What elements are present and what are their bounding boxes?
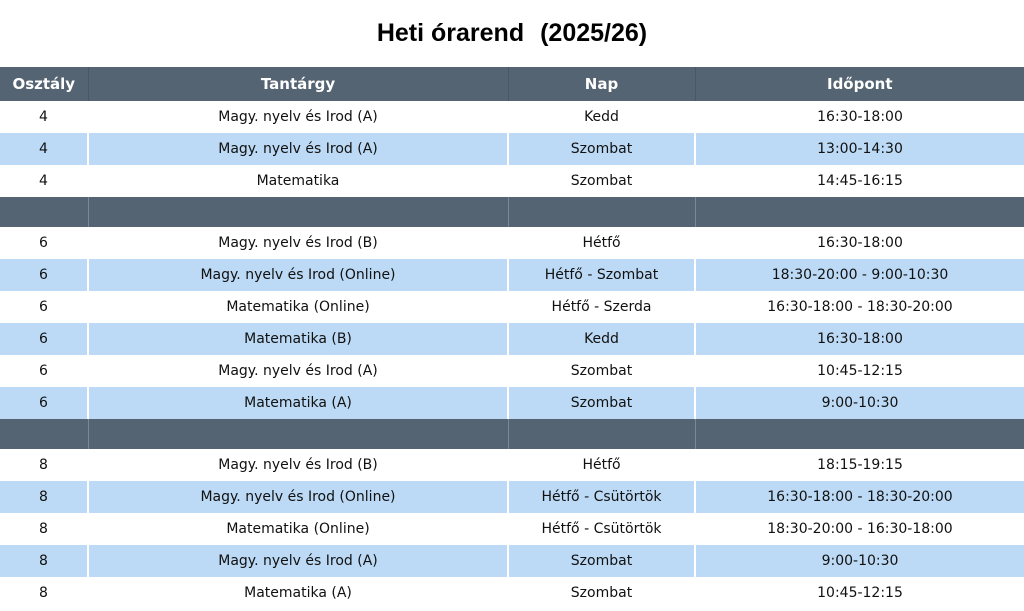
cell-osztaly: 4 bbox=[39, 141, 48, 157]
cell-tantargy: Magy. nyelv és Irod (B) bbox=[88, 227, 508, 259]
cell-nap: Szombat bbox=[508, 545, 695, 577]
cell-idopont: 10:45-12:15 bbox=[695, 577, 1024, 609]
cell-tantargy: Matematika (Online) bbox=[88, 513, 508, 545]
cell-nap: Kedd bbox=[508, 323, 695, 355]
title-text: Heti órarend bbox=[376, 19, 525, 47]
cell-idopont: 14:45-16:15 bbox=[695, 165, 1024, 197]
cell-tantargy: Magy. nyelv és Irod (Online) bbox=[88, 481, 508, 513]
group-separator-row bbox=[0, 197, 1024, 227]
table-row bbox=[0, 449, 1024, 481]
table-row bbox=[0, 227, 1024, 259]
table-row bbox=[0, 387, 1024, 419]
title-year: (2025/26) bbox=[540, 19, 648, 47]
cell-osztaly: 6 bbox=[39, 395, 48, 411]
cell-osztaly: 8 bbox=[39, 521, 48, 537]
cell-osztaly: 8 bbox=[39, 489, 48, 505]
separator-cell bbox=[0, 197, 88, 227]
header-nap: Nap bbox=[508, 67, 695, 101]
table-header bbox=[0, 67, 1024, 101]
separator-cell bbox=[508, 419, 695, 449]
cell-idopont: 16:30-18:00 - 18:30-20:00 bbox=[695, 291, 1024, 323]
cell-nap: Hétfő bbox=[508, 227, 695, 259]
cell-nap: Hétfő bbox=[508, 449, 695, 481]
cell-nap: Kedd bbox=[508, 101, 695, 133]
cell-idopont: 16:30-18:00 bbox=[695, 101, 1024, 133]
cell-tantargy: Magy. nyelv és Irod (A) bbox=[88, 133, 508, 165]
table-row bbox=[0, 513, 1024, 545]
cell-idopont: 9:00-10:30 bbox=[695, 387, 1024, 419]
separator-cell bbox=[695, 419, 1024, 449]
cell-osztaly: 4 bbox=[39, 109, 48, 125]
cell-nap: Hétfő - Csütörtök bbox=[508, 481, 695, 513]
table-row bbox=[0, 545, 1024, 577]
cell-osztaly: 6 bbox=[39, 267, 48, 283]
cell-nap: Szombat bbox=[508, 355, 695, 387]
table-row bbox=[0, 323, 1024, 355]
cell-tantargy: Matematika (B) bbox=[88, 323, 508, 355]
cell-nap: Szombat bbox=[508, 133, 695, 165]
cell-tantargy: Matematika (A) bbox=[88, 577, 508, 609]
cell-idopont: 18:15-19:15 bbox=[695, 449, 1024, 481]
cell-idopont: 18:30-20:00 - 9:00-10:30 bbox=[695, 259, 1024, 291]
cell-idopont: 16:30-18:00 bbox=[695, 323, 1024, 355]
schedule-table bbox=[0, 67, 1024, 609]
cell-osztaly: 8 bbox=[39, 585, 48, 601]
table-row bbox=[0, 133, 1024, 165]
cell-osztaly: 6 bbox=[39, 363, 48, 379]
cell-nap: Hétfő - Csütörtök bbox=[508, 513, 695, 545]
cell-tantargy: Magy. nyelv és Irod (Online) bbox=[88, 259, 508, 291]
cell-osztaly: 6 bbox=[39, 235, 48, 251]
separator-cell bbox=[88, 197, 508, 227]
cell-nap: Szombat bbox=[508, 165, 695, 197]
table-row bbox=[0, 165, 1024, 197]
cell-nap: Hétfő - Szombat bbox=[508, 259, 695, 291]
cell-osztaly: 6 bbox=[39, 299, 48, 315]
cell-tantargy: Magy. nyelv és Irod (B) bbox=[88, 449, 508, 481]
table-row bbox=[0, 481, 1024, 513]
cell-nap: Szombat bbox=[508, 387, 695, 419]
cell-tantargy: Matematika bbox=[88, 165, 508, 197]
cell-osztaly: 4 bbox=[39, 173, 48, 189]
table-row bbox=[0, 259, 1024, 291]
table-row bbox=[0, 355, 1024, 387]
cell-osztaly: 8 bbox=[39, 553, 48, 569]
header-idopont: Időpont bbox=[695, 67, 1024, 101]
cell-tantargy: Matematika (Online) bbox=[88, 291, 508, 323]
cell-idopont: 9:00-10:30 bbox=[695, 545, 1024, 577]
table-row bbox=[0, 101, 1024, 133]
cell-idopont: 10:45-12:15 bbox=[695, 355, 1024, 387]
table-body bbox=[0, 101, 1024, 609]
separator-cell bbox=[0, 419, 88, 449]
group-separator-row bbox=[0, 419, 1024, 449]
separator-cell bbox=[508, 197, 695, 227]
cell-tantargy: Magy. nyelv és Irod (A) bbox=[88, 355, 508, 387]
cell-tantargy: Matematika (A) bbox=[88, 387, 508, 419]
separator-cell bbox=[695, 197, 1024, 227]
header-tantargy: Tantárgy bbox=[88, 67, 508, 101]
cell-osztaly: 6 bbox=[39, 331, 48, 347]
cell-osztaly: 8 bbox=[39, 457, 48, 473]
table-row bbox=[0, 291, 1024, 323]
cell-idopont: 16:30-18:00 bbox=[695, 227, 1024, 259]
separator-cell bbox=[88, 419, 508, 449]
cell-idopont: 16:30-18:00 - 18:30-20:00 bbox=[695, 481, 1024, 513]
table-row bbox=[0, 577, 1024, 609]
header-row bbox=[0, 67, 1024, 101]
cell-idopont: 13:00-14:30 bbox=[695, 133, 1024, 165]
cell-nap: Hétfő - Szerda bbox=[508, 291, 695, 323]
cell-nap: Szombat bbox=[508, 577, 695, 609]
header-osztaly: Osztály bbox=[12, 75, 76, 93]
page-title bbox=[0, 0, 1024, 67]
cell-tantargy: Magy. nyelv és Irod (A) bbox=[88, 101, 508, 133]
cell-idopont: 18:30-20:00 - 16:30-18:00 bbox=[695, 513, 1024, 545]
cell-tantargy: Magy. nyelv és Irod (A) bbox=[88, 545, 508, 577]
